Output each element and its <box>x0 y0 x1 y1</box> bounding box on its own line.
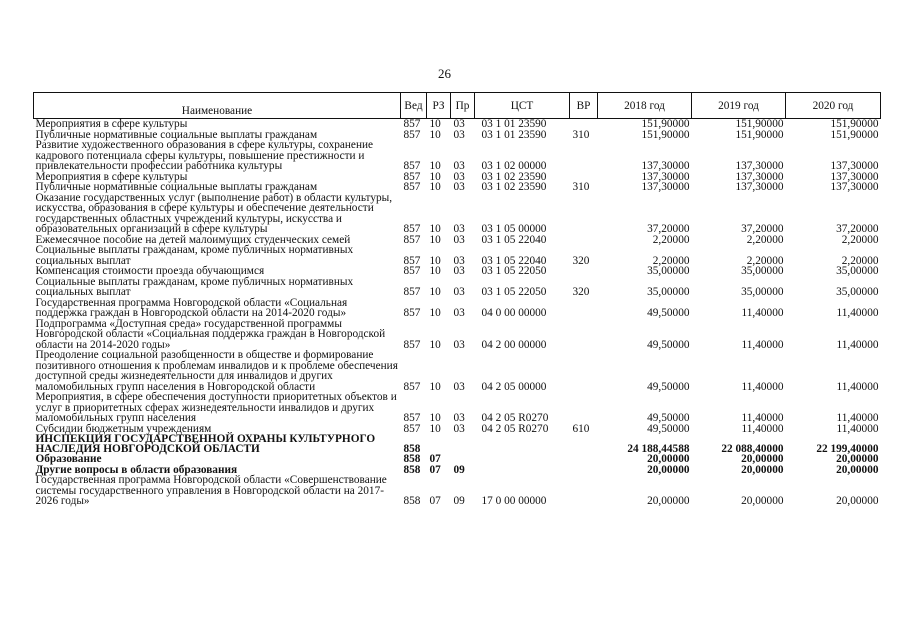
row-ved: 857 <box>403 380 421 393</box>
row-value-2018: 35,00000 <box>647 265 690 277</box>
table-header-row <box>34 93 881 119</box>
row-value-2020: 151,90000 <box>830 118 879 130</box>
header-name: Наименование <box>34 93 401 119</box>
row-value-2020: 35,00000 <box>836 286 879 298</box>
row-vr <box>570 140 598 172</box>
row-value-2020: 137,30000 <box>830 160 879 172</box>
row-value-2020: 35,00000 <box>836 265 879 277</box>
row-rz: 10 <box>429 412 441 424</box>
row-vr <box>570 266 598 277</box>
row-vr <box>570 392 598 424</box>
row-name: ИНСПЕКЦИЯ ГОСУДАРСТВЕННОЙ ОХРАНЫ КУЛЬТУРНОГО НАСЛЕДИЯ НОВГОРОДСКОЙ ОБЛАСТИ <box>35 433 376 455</box>
row-ved: 857 <box>403 338 421 351</box>
row-name: Образование <box>35 453 102 465</box>
row-ved: 858 <box>403 463 421 476</box>
row-ved: 857 <box>403 307 421 319</box>
row-rz <box>427 434 451 454</box>
row-value-2018: 20,00000 <box>647 495 690 507</box>
row-cst: 03 1 05 00000 <box>481 223 547 235</box>
row-value-2018: 35,00000 <box>647 286 690 298</box>
row-value-2018: 137,30000 <box>641 170 690 183</box>
budget-table <box>33 92 881 507</box>
row-pr: 03 <box>453 422 465 435</box>
row-value-2020: 11,40000 <box>836 338 879 351</box>
row-rz: 07 <box>429 453 441 465</box>
row-name: Преодоление социальной разобщенности в обществе и формирование позитивного отношения к проблемам инвалидов и к проблеме обеспечения доступной среды жизнедеятельности для инвалидов и других маломобильных групп населения в Новгородской области <box>35 349 398 393</box>
row-cst: 17 0 00 00000 <box>481 495 547 507</box>
row-cst <box>475 465 570 476</box>
row-name: Субсидии бюджетным учреждениям <box>35 422 212 435</box>
row-pr: 03 <box>453 128 465 141</box>
row-pr: 03 <box>453 307 465 319</box>
row-rz: 10 <box>429 233 441 246</box>
row-pr: 09 <box>453 495 465 507</box>
row-value-2019: 20,00000 <box>741 453 784 465</box>
table-row <box>34 266 881 277</box>
row-name: Мероприятия в сфере культуры <box>35 170 188 183</box>
row-cst: 04 2 05 00000 <box>481 380 547 393</box>
header-2018: 2018 год <box>598 93 692 119</box>
table-row <box>34 434 881 454</box>
row-name: Социальные выплаты гражданам, кроме публичных нормативных социальных выплат <box>35 244 354 267</box>
table-row <box>34 298 881 319</box>
table-row <box>34 245 881 266</box>
row-rz: 10 <box>429 286 441 298</box>
row-cst <box>475 434 570 454</box>
row-value-2019: 22 088,40000 <box>721 442 784 455</box>
table-row <box>34 140 881 172</box>
row-name: Подпрограмма «Доступная среда» государственной программы Новгородской области «Социальная поддержка граждан в Новгородской области на 2014-2020 годы» <box>35 317 386 351</box>
row-vr: 320 <box>572 286 590 298</box>
row-value-2018: 49,50000 <box>647 380 690 393</box>
table-row <box>34 182 881 193</box>
row-ved: 858 <box>403 453 421 465</box>
row-name: Мероприятия в сфере культуры <box>35 118 188 130</box>
row-ved: 857 <box>403 128 421 141</box>
row-cst: 03 1 02 23590 <box>481 181 547 193</box>
row-value-2020: 20,00000 <box>836 453 879 465</box>
row-pr: 03 <box>453 412 465 424</box>
row-rz: 10 <box>429 338 441 351</box>
row-vr <box>570 319 598 351</box>
row-value-2020: 37,20000 <box>836 223 879 235</box>
row-ved: 857 <box>403 412 421 424</box>
row-rz: 10 <box>429 254 441 267</box>
row-value-2019: 35,00000 <box>741 286 784 298</box>
page-number: 26 <box>438 66 451 81</box>
row-name: Другие вопросы в области образования <box>35 463 238 476</box>
row-name: Публичные нормативные социальные выплаты гражданам <box>35 128 318 141</box>
row-vr <box>570 434 598 454</box>
row-pr: 09 <box>453 463 465 476</box>
row-pr: 03 <box>453 223 465 235</box>
row-rz: 07 <box>429 495 441 507</box>
header-ved: Вед <box>401 93 427 119</box>
row-value-2018: 49,50000 <box>647 307 690 319</box>
row-pr <box>451 434 475 454</box>
row-value-2020: 20,00000 <box>836 463 879 476</box>
row-ved: 857 <box>403 170 421 183</box>
row-pr: 03 <box>453 286 465 298</box>
header-rz: РЗ <box>427 93 451 119</box>
row-cst: 03 1 02 23590 <box>481 170 547 183</box>
table-row <box>34 319 881 351</box>
row-rz: 10 <box>429 128 441 141</box>
row-value-2019: 11,40000 <box>741 412 784 424</box>
row-value-2019: 2,20000 <box>746 254 784 267</box>
row-rz: 10 <box>429 422 441 435</box>
row-cst: 04 2 00 00000 <box>481 338 547 351</box>
row-value-2020: 11,40000 <box>836 380 879 393</box>
row-vr <box>570 454 598 465</box>
row-cst: 04 2 05 R0270 <box>481 412 549 424</box>
table-row <box>34 475 881 507</box>
row-vr <box>570 350 598 392</box>
row-value-2018: 151,90000 <box>641 118 690 130</box>
row-name: Развитие художественного образования в сфере культуры, сохранение кадрового потенциала сферы культуры, повышение престижности и привлекательности профессии работника культуры <box>35 139 374 172</box>
row-value-2018: 49,50000 <box>647 422 690 435</box>
row-value-2020: 2,20000 <box>841 254 879 267</box>
row-name: Компенсация стоимости проезда обучающимся <box>35 265 265 277</box>
row-value-2018: 49,50000 <box>647 338 690 351</box>
row-ved: 857 <box>403 422 421 435</box>
row-name: Оказание государственных услуг (выполнение работ) в области культуры, искусства, образования в сфере культуры и обеспечение деятельности государственных областных учреждений культуры, искусства и образовательных организаций в сфере культуры <box>35 191 393 235</box>
row-vr <box>570 298 598 319</box>
row-value-2020: 11,40000 <box>836 422 879 435</box>
row-value-2018: 20,00000 <box>647 463 690 476</box>
row-rz: 07 <box>429 463 441 476</box>
row-pr: 03 <box>453 118 465 130</box>
row-vr: 320 <box>572 254 590 267</box>
table-row <box>34 119 881 130</box>
header-vr: ВР <box>570 93 598 119</box>
row-value-2020: 137,30000 <box>830 181 879 193</box>
header-pr: Пр <box>451 93 475 119</box>
row-value-2019: 151,90000 <box>735 118 784 130</box>
row-vr <box>570 193 598 235</box>
row-vr <box>570 235 598 246</box>
row-value-2018: 37,20000 <box>647 223 690 235</box>
row-name: Публичные нормативные социальные выплаты гражданам <box>35 181 318 193</box>
row-vr <box>570 119 598 130</box>
row-value-2018: 137,30000 <box>641 181 690 193</box>
row-cst: 03 1 01 23590 <box>481 118 547 130</box>
row-vr: 310 <box>572 128 590 141</box>
row-vr <box>570 475 598 507</box>
row-value-2019: 11,40000 <box>741 380 784 393</box>
row-rz: 10 <box>429 307 441 319</box>
row-ved: 857 <box>403 286 421 298</box>
row-value-2019: 2,20000 <box>746 233 784 246</box>
row-pr: 03 <box>453 160 465 172</box>
row-vr: 610 <box>572 422 590 435</box>
row-value-2019: 137,30000 <box>735 160 784 172</box>
row-pr <box>451 454 475 465</box>
row-value-2018: 24 188,44588 <box>627 442 690 455</box>
row-vr: 310 <box>572 181 590 193</box>
row-cst: 04 0 00 00000 <box>481 307 547 319</box>
table-row <box>34 392 881 424</box>
row-cst: 03 1 02 00000 <box>481 160 547 172</box>
row-value-2020: 11,40000 <box>836 412 879 424</box>
row-rz: 10 <box>429 170 441 183</box>
row-pr: 03 <box>453 265 465 277</box>
row-value-2020: 22 199,40000 <box>816 442 879 455</box>
row-name: Государственная программа Новгородской области «Совершенствование системы государственного управления в Новгородской области на 2017-2026 годы» <box>35 474 387 507</box>
row-value-2018: 2,20000 <box>652 254 690 267</box>
header-cst: ЦСТ <box>475 93 570 119</box>
row-name: Ежемесячное пособие на детей малоимущих студенческих семей <box>35 233 351 246</box>
row-pr: 03 <box>453 254 465 267</box>
row-value-2019: 137,30000 <box>735 170 784 183</box>
row-ved: 857 <box>403 254 421 267</box>
row-value-2019: 20,00000 <box>741 463 784 476</box>
row-value-2020: 151,90000 <box>830 128 879 141</box>
row-pr: 03 <box>453 380 465 393</box>
row-vr <box>570 465 598 476</box>
row-value-2018: 2,20000 <box>652 233 690 246</box>
row-pr: 03 <box>453 233 465 246</box>
row-cst: 03 1 05 22050 <box>481 265 547 277</box>
row-value-2018: 151,90000 <box>641 128 690 141</box>
row-ved: 857 <box>403 233 421 246</box>
table-row <box>34 193 881 235</box>
row-value-2018: 137,30000 <box>641 160 690 172</box>
row-value-2019: 11,40000 <box>741 422 784 435</box>
row-name: Социальные выплаты гражданам, кроме публичных нормативных социальных выплат <box>35 275 354 298</box>
row-rz: 10 <box>429 160 441 172</box>
row-ved: 858 <box>403 495 421 507</box>
row-value-2018: 49,50000 <box>647 412 690 424</box>
row-pr: 03 <box>453 181 465 193</box>
table-row <box>34 350 881 392</box>
row-name: Мероприятия, в сфере обеспечения доступности приоритетных объектов и услуг в приоритетных сферах жизнедеятельности инвалидов и других маломобильных групп населения <box>35 391 397 424</box>
row-rz: 10 <box>429 181 441 193</box>
row-cst: 03 1 05 22040 <box>481 233 547 246</box>
row-value-2019: 137,30000 <box>735 181 784 193</box>
row-ved: 857 <box>403 265 421 277</box>
row-ved: 857 <box>403 118 421 130</box>
row-value-2019: 20,00000 <box>741 495 784 507</box>
header-2019: 2019 год <box>692 93 786 119</box>
row-cst <box>475 454 570 465</box>
row-value-2018: 20,00000 <box>647 453 690 465</box>
row-rz: 10 <box>429 223 441 235</box>
row-value-2019: 11,40000 <box>741 338 784 351</box>
row-ved: 857 <box>403 223 421 235</box>
row-name: Государственная программа Новгородской области «Социальная поддержка граждан в Новгородской области на 2014-2020 годы» <box>35 296 348 319</box>
header-2020: 2020 год <box>786 93 881 119</box>
row-rz: 10 <box>429 265 441 277</box>
row-pr: 03 <box>453 170 465 183</box>
row-value-2020: 137,30000 <box>830 170 879 183</box>
row-cst: 03 1 01 23590 <box>481 128 547 141</box>
table-row <box>34 454 881 465</box>
table-row <box>34 277 881 298</box>
row-value-2019: 35,00000 <box>741 265 784 277</box>
row-ved: 858 <box>403 442 421 455</box>
row-rz: 10 <box>429 118 441 130</box>
row-cst: 03 1 05 22050 <box>481 286 547 298</box>
row-ved: 857 <box>403 181 421 193</box>
row-ved: 857 <box>403 160 421 172</box>
row-value-2020: 2,20000 <box>841 233 879 246</box>
row-value-2019: 151,90000 <box>735 128 784 141</box>
row-value-2019: 11,40000 <box>741 307 784 319</box>
row-value-2019: 37,20000 <box>741 223 784 235</box>
row-value-2020: 20,00000 <box>836 495 879 507</box>
row-cst: 03 1 05 22040 <box>481 254 547 267</box>
row-value-2020: 11,40000 <box>836 307 879 319</box>
row-cst: 04 2 05 R0270 <box>481 422 549 435</box>
table-body <box>34 119 881 507</box>
row-pr: 03 <box>453 338 465 351</box>
row-rz: 10 <box>429 380 441 393</box>
